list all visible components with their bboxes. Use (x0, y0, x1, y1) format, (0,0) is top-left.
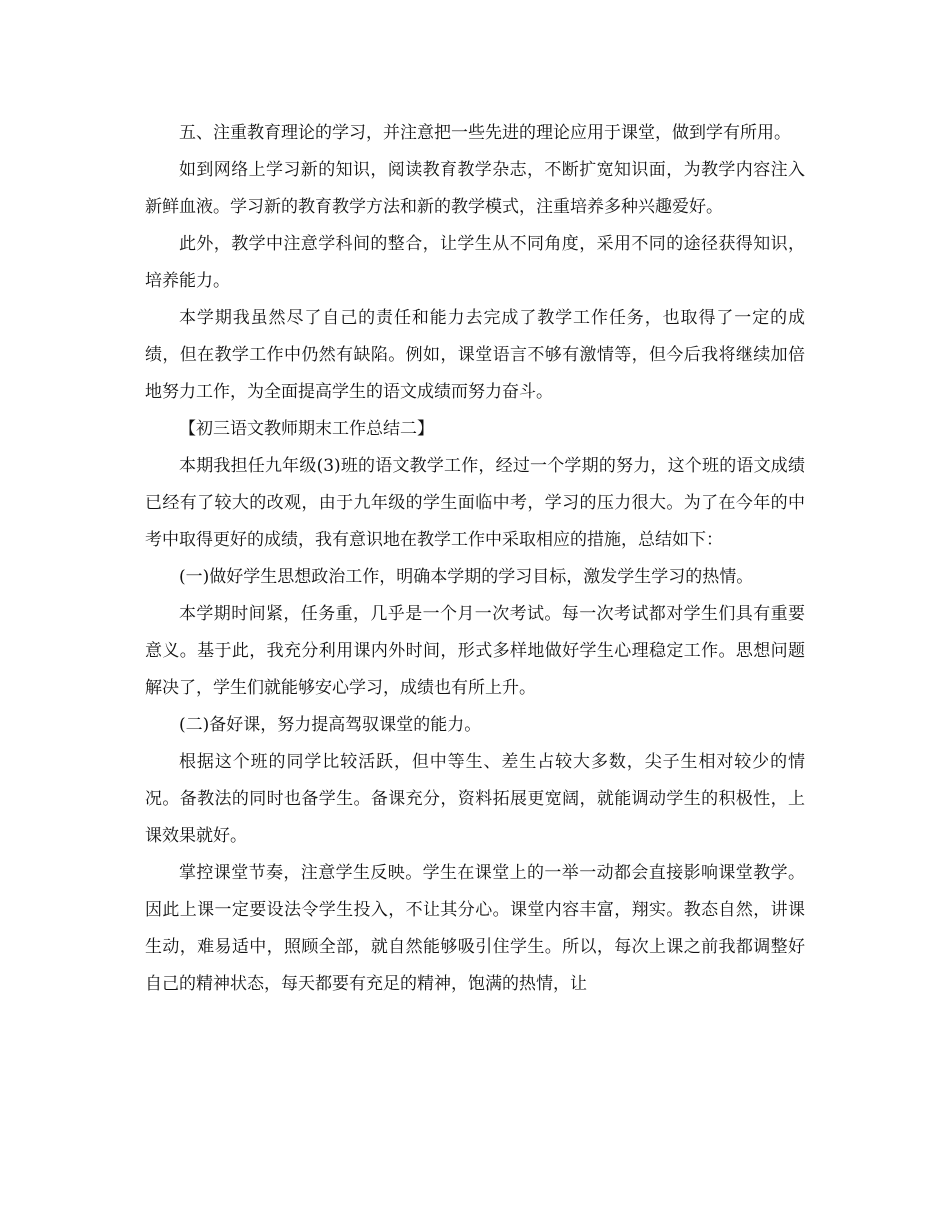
paragraph-exam-schedule: 本学期时间紧，任务重，几乎是一个月一次考试。每一次考试都对学生们具有重要意义。基于此，我充分利用课内外时间，形式多样地做好学生心理稳定工作。思想问题解决了，学生们就能够安心学习，成绩也有所上升。 (145, 604, 805, 698)
paragraph-lesson-prep: 根据这个班的同学比较活跃，但中等生、差生占较大多数，尖子生相对较少的情况。备教法的同时也备学生。备课充分，资料拓展更宽阔，就能调动学生的积极性，上课效果就好。 (145, 752, 805, 846)
paragraph-subject-integration: 此外，教学中注意学科间的整合，让学生从不同角度，采用不同的途径获得知识，培养能力。 (145, 234, 805, 291)
paragraph-semester-summary: 本学期我虽然尽了自己的责任和能力去完成了教学工作任务，也取得了一定的成绩，但在教学工作中仍然有缺陷。例如，课堂语言不够有激情等，但今后我将继续加倍地努力工作，为全面提高学生的语文成绩而努力奋斗。 (145, 308, 805, 402)
paragraph-class-intro: 本期我担任九年级(3)班的语文教学工作，经过一个学期的努力，这个班的语文成绩已经有了较大的改观，由于九年级的学生面临中考，学习的压力很大。为了在今年的中考中取得更好的成绩，我有意识地在教学工作中采取相应的措施，总结如下： (145, 456, 805, 550)
paragraph-online-learning: 如到网络上学习新的知识，阅读教育教学杂志，不断扩宽知识面，为教学内容注入新鲜血液。学习新的教育教学方法和新的教学模式，注重培养多种兴趣爱好。 (145, 160, 805, 217)
paragraph-theory-study: 五、注重教育理论的学习，并注意把一些先进的理论应用于课堂，做到学有所用。 (179, 123, 791, 143)
paragraph-classroom-control: 掌控课堂节奏，注意学生反映。学生在课堂上的一举一动都会直接影响课堂教学。因此上课一定要设法令学生投入，不让其分心。课堂内容丰富，翔实。教态自然，讲课生动，难易适中，照顾全部，就自然能够吸引住学生。所以，每次上课之前我都调整好自己的精神状态，每天都要有充足的精神，饱满的热情，让 (145, 863, 805, 994)
paragraph-point-one: (一)做好学生思想政治工作，明确本学期的学习目标，激发学生学习的热情。 (179, 567, 754, 587)
section-heading-summary-two: 【初三语文教师期末工作总结二】 (179, 419, 434, 439)
paragraph-point-two: (二)备好课，努力提高驾驭课堂的能力。 (179, 715, 482, 735)
